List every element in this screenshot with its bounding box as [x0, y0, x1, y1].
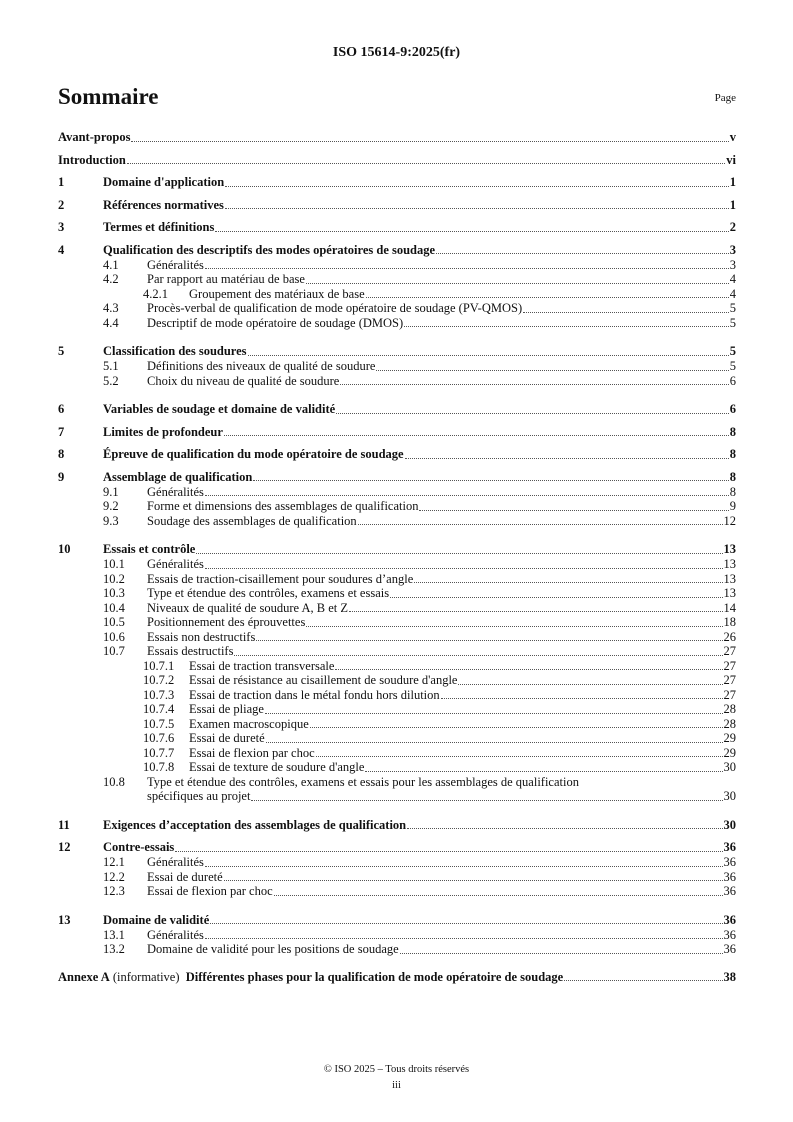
leader-dots — [414, 582, 722, 583]
toc-entry-page: 36 — [723, 912, 736, 927]
toc-entry-number: 6 — [58, 402, 65, 416]
leader-dots — [441, 698, 723, 699]
toc-entry-page: 12 — [723, 513, 736, 528]
toc-entry-number: 2 — [58, 197, 65, 212]
leader-dots — [419, 510, 728, 511]
toc-entry-title: Qualification des descriptifs des modes opératoires de soudage — [103, 242, 436, 257]
toc-entry-number: 10.5 — [103, 615, 125, 629]
leader-dots — [336, 413, 729, 414]
toc-entry-number: 5.2 — [103, 373, 119, 388]
toc-entry[interactable] — [58, 760, 736, 775]
toc-entry-title: Procès-verbal de qualification de mode opératoire de soudage (PV-QMOS) — [147, 301, 523, 315]
leader-dots — [215, 231, 728, 232]
toc-entry-title: Domaine de validité — [103, 912, 210, 927]
toc-entry-title: Essai de dureté — [147, 869, 223, 884]
leader-dots — [390, 597, 722, 598]
toc-entry[interactable] — [58, 175, 736, 190]
toc-entry-title: Variables de soudage et domaine de validité — [103, 402, 336, 416]
toc-entry[interactable] — [58, 344, 736, 359]
toc-entry[interactable] — [58, 272, 736, 287]
toc-entry[interactable] — [58, 130, 736, 145]
toc-entry-page: 1 — [729, 197, 736, 212]
toc-entry-number: 4.3 — [103, 301, 119, 315]
toc-entry-number: 4.2.1 — [143, 286, 168, 301]
toc-entry-title: Essai de traction transversale — [189, 658, 335, 673]
toc-entry-title-continued: spécifiques au projet — [147, 789, 251, 803]
toc-entry-page: 8 — [729, 424, 736, 439]
toc-entry-number: 10.7.7 — [143, 745, 175, 760]
toc-entry[interactable] — [58, 970, 736, 985]
toc-entry-page: 5 — [729, 359, 736, 373]
toc-entry[interactable] — [58, 673, 736, 688]
toc-entry-title: Références normatives — [103, 197, 224, 212]
toc-entry-number: 7 — [58, 424, 65, 439]
toc-entry-title: Exigences d’acceptation des assemblages de qualification — [103, 817, 407, 832]
toc-entry-number: 10.2 — [103, 571, 125, 586]
toc-entry-number: 4.2 — [103, 272, 119, 286]
toc-entry[interactable] — [58, 942, 736, 957]
toc-entry-page: 2 — [729, 220, 736, 234]
toc-entry[interactable] — [58, 913, 736, 928]
toc-entry-number: 13.1 — [103, 927, 125, 942]
page-column-label: Page — [714, 92, 736, 104]
toc-entry[interactable] — [58, 485, 736, 500]
toc-entry[interactable] — [58, 702, 736, 717]
toc-entry-page: 13 — [723, 557, 736, 571]
toc-entry-page: 27 — [723, 673, 736, 687]
toc-entry-page: 5 — [729, 315, 736, 330]
toc-entry[interactable] — [58, 198, 736, 213]
leader-dots — [131, 141, 728, 142]
toc-entry-number: 9.2 — [103, 499, 119, 513]
toc-entry-number: 9.3 — [103, 513, 119, 528]
leader-dots — [253, 480, 728, 481]
toc-entry-page: 4 — [729, 272, 736, 286]
toc-entry[interactable] — [58, 514, 736, 529]
toc-entry-title: Essais non destructifs — [147, 629, 256, 644]
toc-entry-title: Assemblage de qualification — [103, 469, 253, 484]
toc-entry-number: 10.7.8 — [143, 760, 175, 774]
toc-entry-title: Domaine de validité pour les positions de soudage — [147, 942, 399, 956]
toc-entry-page: 1 — [729, 175, 736, 189]
toc-entry-title: Introduction — [58, 152, 126, 167]
leader-dots — [234, 655, 722, 656]
leader-dots — [400, 953, 723, 954]
leader-dots — [205, 495, 729, 496]
leader-dots — [349, 611, 723, 612]
toc-entry-page: 30 — [723, 760, 736, 774]
toc-entry-page: 36 — [723, 884, 736, 898]
toc-entry[interactable] — [58, 840, 736, 855]
leader-dots — [225, 208, 729, 209]
toc-entry-title: Domaine d'application — [103, 175, 225, 189]
toc-entry-title: Type et étendue des contrôles, examens et essais pour les assemblages de qualification — [147, 774, 579, 789]
toc-entry-title: Essai de flexion par choc — [147, 884, 273, 898]
page-number: iii — [392, 1080, 401, 1091]
leader-dots — [376, 370, 728, 371]
leader-dots — [265, 713, 723, 714]
toc-entry-page: 36 — [723, 840, 736, 854]
toc-entry-title: Avant-propos — [58, 130, 131, 144]
leader-dots — [205, 568, 723, 569]
toc-entry-title: Généralités — [147, 855, 204, 869]
toc-entry-number: 13.2 — [103, 942, 125, 956]
toc-entry[interactable] — [58, 615, 736, 630]
toc-entry-page: 27 — [723, 687, 736, 702]
leader-dots — [196, 553, 722, 554]
toc-entry-page: 27 — [723, 644, 736, 658]
leader-dots — [205, 866, 723, 867]
toc-entry-page: 5 — [729, 344, 736, 358]
toc-entry-title: Définitions des niveaux de qualité de soudure — [147, 359, 376, 373]
toc-entry-title: Niveaux de qualité de soudure A, B et Z — [147, 600, 348, 615]
table-of-contents — [58, 130, 736, 984]
toc-entry-number: 5 — [58, 344, 65, 358]
toc-entry[interactable] — [58, 374, 736, 389]
toc-entry-number: 10.7.6 — [143, 731, 175, 745]
toc-entry[interactable] — [58, 855, 736, 870]
toc-entry[interactable] — [58, 775, 736, 790]
toc-entry-page: 27 — [723, 658, 736, 673]
toc-entry-number: 10.3 — [103, 586, 125, 600]
toc-entry[interactable] — [58, 243, 736, 258]
toc-entry-page: 6 — [729, 373, 736, 388]
toc-entry[interactable] — [58, 220, 736, 235]
toc-entry[interactable] — [58, 928, 736, 943]
toc-entry-page: vi — [726, 152, 736, 167]
toc-entry-title: Classification des soudures — [103, 344, 247, 358]
leader-dots — [366, 297, 729, 298]
leader-dots — [127, 163, 725, 164]
copyright-notice: © ISO 2025 – Tous droits réservés — [323, 1064, 470, 1075]
toc-entry-page: 5 — [729, 301, 736, 315]
toc-entry-number: 10.4 — [103, 600, 125, 615]
toc-entry[interactable] — [58, 316, 736, 331]
leader-dots — [306, 626, 722, 627]
toc-entry-page: 8 — [729, 447, 736, 461]
toc-entry-page: 30 — [723, 817, 736, 832]
toc-entry-number: 10 — [58, 542, 71, 556]
toc-entry-title: Généralités — [147, 257, 204, 272]
toc-entry-title: Essai de pliage — [189, 702, 264, 716]
toc-entry-page: 36 — [723, 869, 736, 884]
toc-entry[interactable] — [58, 884, 736, 899]
toc-entry-number: 10.7.1 — [143, 658, 175, 673]
toc-entry[interactable] — [58, 402, 736, 417]
toc-entry[interactable] — [58, 870, 736, 885]
toc-entry-title: Généralités — [147, 557, 204, 571]
toc-entry-number: 9.1 — [103, 484, 119, 499]
toc-entry-page: 3 — [729, 257, 736, 272]
toc-entry-title: Essai de texture de soudure d'angle — [189, 760, 365, 774]
toc-entry[interactable] — [58, 586, 736, 601]
leader-dots — [224, 880, 723, 881]
toc-entry-page: 36 — [723, 927, 736, 942]
toc-entry-title: Différentes phases pour la qualification de mode opératoire de soudage — [185, 969, 564, 984]
toc-entry-number: 9 — [58, 469, 65, 484]
toc-entry-title: Descriptif de mode opératoire de soudage (DMOS) — [147, 315, 404, 330]
toc-entry[interactable] — [58, 644, 736, 659]
toc-entry-continuation[interactable] — [58, 789, 736, 804]
toc-entry-number: 10.8 — [103, 774, 125, 789]
toc-entry[interactable] — [58, 447, 736, 462]
toc-entry-title: Examen macroscopique — [189, 716, 309, 731]
toc-entry-number: 10.1 — [103, 557, 125, 571]
toc-entry[interactable] — [58, 301, 736, 316]
toc-entry-title: Limites de profondeur — [103, 424, 223, 439]
leader-dots — [310, 727, 723, 728]
toc-entry-page: 9 — [729, 499, 736, 513]
leader-dots — [210, 923, 722, 924]
toc-entry-title: Épreuve de qualification du mode opératoire de soudage — [103, 447, 404, 461]
leader-dots — [205, 938, 723, 939]
leader-dots — [266, 742, 723, 743]
toc-entry-number: 10.7.3 — [143, 687, 175, 702]
toc-entry-page: 8 — [729, 469, 736, 484]
toc-entry-number: 10.7.5 — [143, 716, 175, 731]
leader-dots — [205, 268, 729, 269]
toc-entry-title: Soudage des assemblages de qualification — [147, 513, 357, 528]
toc-entry-page: 29 — [723, 731, 736, 745]
toc-entry[interactable] — [58, 557, 736, 572]
toc-entry[interactable] — [58, 630, 736, 645]
toc-entry[interactable] — [58, 499, 736, 514]
toc-entry-title: Essais et contrôle — [103, 542, 196, 556]
toc-entry-title: Positionnement des éprouvettes — [147, 615, 306, 629]
toc-entry-page: 28 — [723, 716, 736, 731]
toc-entry-page: 13 — [723, 571, 736, 586]
toc-entry[interactable] — [58, 470, 736, 485]
toc-entry[interactable] — [58, 717, 736, 732]
toc-entry-title: Essai de flexion par choc — [189, 745, 315, 760]
toc-entry-number: 1 — [58, 175, 65, 189]
toc-entry-number: 10.7.4 — [143, 702, 175, 716]
toc-entry-page: 3 — [729, 242, 736, 257]
toc-entry-page: 8 — [729, 484, 736, 499]
toc-entry-title: Forme et dimensions des assemblages de qualification — [147, 499, 419, 513]
toc-entry-page: 30 — [723, 789, 736, 803]
toc-entry-number: 4 — [58, 242, 65, 257]
toc-entry[interactable] — [58, 659, 736, 674]
toc-entry-title: Contre-essais — [103, 840, 175, 854]
leader-dots — [175, 851, 722, 852]
toc-entry[interactable] — [58, 746, 736, 761]
toc-entry-title: Généralités — [147, 927, 204, 942]
leader-dots — [436, 253, 729, 254]
leader-dots — [248, 355, 729, 356]
toc-entry-page: 38 — [723, 969, 736, 984]
toc-entry-page: 28 — [723, 702, 736, 716]
toc-entry-page: 13 — [723, 542, 736, 556]
toc-entry-number: 12 — [58, 840, 71, 854]
toc-entry-page: 13 — [723, 586, 736, 600]
toc-entry-page: 36 — [723, 855, 736, 869]
document-header: ISO 15614-9:2025(fr) — [332, 45, 461, 60]
leader-dots — [340, 384, 728, 385]
annex-label: Annexe A — [58, 969, 110, 984]
leader-dots — [251, 800, 722, 801]
toc-entry[interactable] — [58, 542, 736, 557]
leader-dots — [564, 980, 722, 981]
annex-qualifier: (informative) — [112, 969, 180, 984]
toc-entry-title: Par rapport au matériau de base — [147, 272, 305, 286]
leader-dots — [407, 828, 722, 829]
toc-entry-number: 12.2 — [103, 869, 125, 884]
toc-entry-title: Termes et définitions — [103, 220, 215, 234]
toc-entry-title: Généralités — [147, 484, 204, 499]
toc-entry[interactable] — [58, 153, 736, 168]
toc-entry[interactable] — [58, 287, 736, 302]
toc-entry-title: Groupement des matériaux de base — [189, 286, 365, 301]
toc-entry-number: 4.1 — [103, 257, 119, 272]
toc-entry[interactable] — [58, 359, 736, 374]
toc-entry-title: Essai de dureté — [189, 731, 265, 745]
toc-entry-page: 6 — [729, 402, 736, 416]
toc-entry-page: 36 — [723, 942, 736, 956]
leader-dots — [306, 283, 729, 284]
toc-entry-title: Essais de traction-cisaillement pour soudures d’angle — [147, 571, 414, 586]
leader-dots — [335, 669, 722, 670]
toc-entry-title: Type et étendue des contrôles, examens et essais — [147, 586, 390, 600]
toc-entry[interactable] — [58, 258, 736, 273]
toc-entry[interactable] — [58, 688, 736, 703]
toc-entry-page: 26 — [723, 629, 736, 644]
page-title: Sommaire — [58, 84, 159, 109]
toc-entry-title: Essai de résistance au cisaillement de soudure d'angle — [189, 673, 458, 687]
leader-dots — [225, 186, 729, 187]
toc-entry-number: 10.7.2 — [143, 673, 175, 687]
toc-entry-number: 13 — [58, 912, 71, 927]
leader-dots — [224, 435, 729, 436]
toc-entry-title: Essai de traction dans le métal fondu hors dilution — [189, 687, 440, 702]
toc-entry-number: 10.7 — [103, 644, 125, 658]
leader-dots — [365, 771, 722, 772]
toc-entry-page: 14 — [723, 600, 736, 615]
toc-entry-title: Essais destructifs — [147, 644, 234, 658]
toc-entry-number: 11 — [58, 817, 70, 832]
leader-dots — [274, 895, 723, 896]
leader-dots — [404, 326, 729, 327]
toc-entry-page: 4 — [729, 286, 736, 301]
toc-entry[interactable] — [58, 572, 736, 587]
toc-entry-page: 18 — [723, 615, 736, 629]
toc-entry[interactable] — [58, 731, 736, 746]
toc-entry-number: 12.3 — [103, 884, 125, 898]
leader-dots — [523, 312, 729, 313]
toc-entry-number: 8 — [58, 447, 65, 461]
toc-entry-number: 4.4 — [103, 315, 119, 330]
leader-dots — [316, 756, 723, 757]
toc-entry-page: v — [729, 130, 736, 144]
leader-dots — [458, 684, 722, 685]
toc-entry-number: 12.1 — [103, 855, 125, 869]
toc-entry[interactable] — [58, 425, 736, 440]
toc-entry[interactable] — [58, 818, 736, 833]
toc-entry-number: 10.6 — [103, 629, 125, 644]
toc-entry-number: 3 — [58, 220, 65, 234]
toc-entry-page: 29 — [723, 745, 736, 760]
toc-entry-title: Choix du niveau de qualité de soudure — [147, 373, 340, 388]
leader-dots — [256, 640, 722, 641]
leader-dots — [358, 524, 723, 525]
leader-dots — [405, 458, 729, 459]
toc-entry-number: 5.1 — [103, 359, 119, 373]
toc-entry[interactable] — [58, 601, 736, 616]
